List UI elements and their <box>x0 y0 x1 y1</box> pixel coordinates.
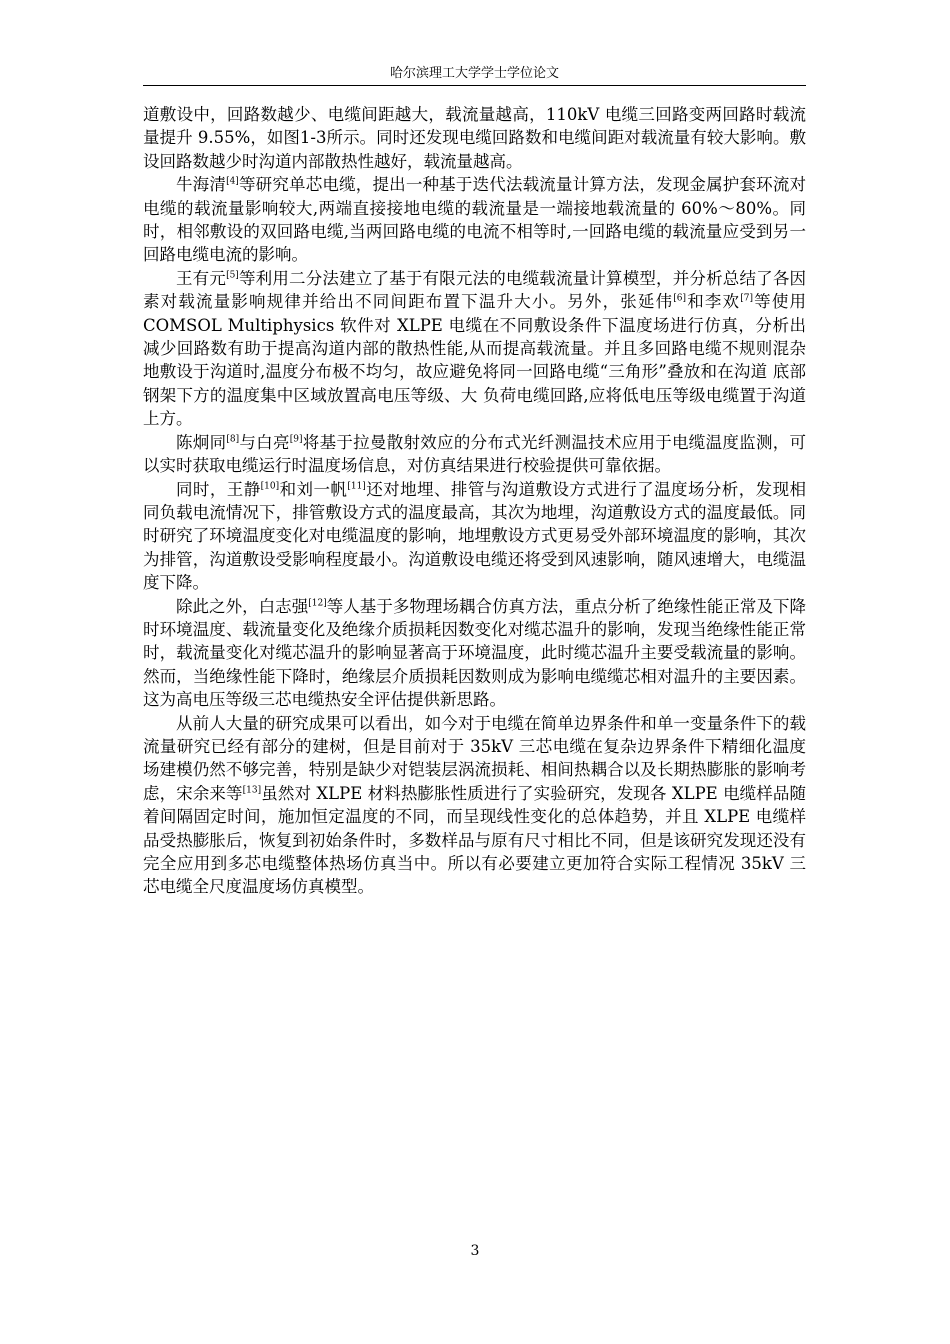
text-run: 除此之外，白志强 <box>176 596 309 616</box>
text-run: 虽然对 XLPE 材料热膨胀性质进行了实验研究，发现各 XLPE 电缆样品随着间隔固定时间，施加恒定温度的不同，而呈现线性变化的总体趋势，并且 XLPE 电缆样品受热膨胀后，恢复到初始条件时，多数样品与原有尺寸相比不同，但是该研究发现还没有完全应用到多芯电缆整体热场仿真当中。所以有必要建立更加符合实际工程情况 35kV 三芯电缆全尺度温度场仿真模型。 <box>143 783 806 897</box>
citation-ref: [13] <box>242 785 262 796</box>
text-run: 等研究单芯电缆，提出一种基于迭代法载流量计算方法，发现金属护套环流对电缆的载流量影响较大,两端直接接地电缆的载流量是一端接地载流量的 60%～80%。同时，相邻敷设的双回路电缆,当两回路电缆的电流不相等时,一回路电缆的载流量应受到另一回路电缆电流的影响。 <box>143 175 807 265</box>
text-run: 陈炯同 <box>176 432 227 452</box>
text-run: 道敷设中，回路数越少、电缆间距越大，载流量越高，110kV 电缆三回路变两回路时载流量提升 9.55%，如图1-3所示。同时还发现电缆回路数和电缆间距对载流量有较大影响。敷设回路数越少时沟道内部散热性越好，载流量越高。 <box>143 105 806 171</box>
text-run: 和李欢 <box>686 292 741 312</box>
paragraph <box>143 478 806 595</box>
citation-ref: [5] <box>226 270 239 281</box>
citation-ref: [7] <box>740 293 753 304</box>
text-run: 等利用二分法建立了基于有限元法的电缆载流量计算模型，并分析总结了各因素对载流量影响规律并给出不同间距布置下温升大小。另外，张延伟 <box>143 268 807 312</box>
header-rule <box>143 85 806 86</box>
text-run: 将基于拉曼散射效应的分布式光纤测温技术应用于电缆温度监测，可以实时获取电缆运行时温度场信息，对仿真结果进行校验提供可靠依据。 <box>143 432 807 476</box>
paragraph <box>143 103 806 173</box>
text-run: 还对地埋、排管与沟道敷设方式进行了温度场分析，发现相同负载电流情况下，排管敷设方式的温度最高，其次为地埋，沟道敷设方式的温度最低。同时研究了环境温度变化对电缆温度的影响，地埋敷设方式更易受外部环境温度的影响，其次为排管，沟道敷设受影响程度最小。沟道敷设电缆还将受到风速影响，随风速增大，电缆温度下降。 <box>143 479 807 593</box>
text-run: 和刘一帆 <box>279 479 348 499</box>
citation-ref: [11] <box>347 481 366 491</box>
text-run: 牛海清 <box>176 175 227 195</box>
text-run: 从前人大量的研究成果可以看出，如今对于电缆在简单边界条件和单一变量条件下的载流量研究已经有部分的建树，但是目前对于 35kV 三芯电缆在复杂边界条件下精细化温度场建模仍然不够完善，特别是缺少对铠装层涡流损耗、相间热耦合以及长期热膨胀的影响考虑，宋余来等 <box>143 713 806 803</box>
text-run: 等使用 COMSOL Multiphysics 软件对 XLPE 电缆在不同敷设条件下温度场进行仿真，分析出减少回路数有助于提高沟道内部的散热性能,从而提高载流量。并且多回路电缆不规则混杂地敷设于沟道时,温度分布极不均匀，故应避免将同一回路电缆“三角形”叠放和在沟道 底部钢架下方的温度集中区域放置高电压等级、大 负荷电缆回路,应将低电压等级电缆置于沟道上方。 <box>143 292 807 429</box>
citation-ref: [12] <box>308 598 327 609</box>
citation-ref: [9] <box>289 434 303 445</box>
paragraph <box>143 431 806 478</box>
paragraph <box>143 712 806 899</box>
citation-ref: [6] <box>673 293 687 304</box>
text-run: 与白亮 <box>239 432 290 452</box>
text-run: 等人基于多物理场耦合仿真方法，重点分析了绝缘性能正常及下降时环境温度、载流量变化及绝缘介质损耗因数变化对缆芯温升的影响，发现当绝缘性能正常时，载流量变化对缆芯温升的影响显著高于环境温度，此时缆芯温升主要受载流量的影响。然而，当绝缘性能下降时，绝缘层介质损耗因数则成为影响电缆缆芯相对温升的主要因素。这为高电压等级三芯电缆热安全评估提供新思路。 <box>143 596 807 710</box>
citation-ref: [8] <box>226 434 240 445</box>
page-number: 3 <box>470 1243 480 1259</box>
paragraph <box>143 173 806 267</box>
citation-ref: [4] <box>226 176 239 187</box>
text-run: 王有元 <box>176 268 227 288</box>
text-run: 同时，王静 <box>176 479 261 499</box>
paragraph <box>143 595 806 712</box>
paragraph <box>143 267 806 431</box>
citation-ref: [10] <box>260 481 280 491</box>
body-text <box>143 103 806 899</box>
running-header: 哈尔滨理工大学学士学位论文 <box>389 66 559 81</box>
